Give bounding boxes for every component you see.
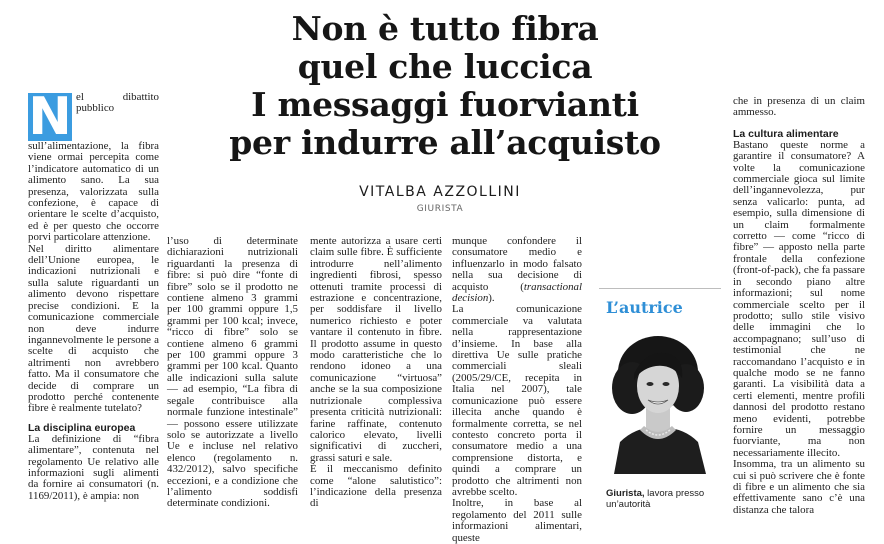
- article-headline: [180, 10, 710, 162]
- paragraph: La comunicazione commerciale va valutata nella rappresentazione d’insieme. In base alla direttiva Ue sulle pratiche commerciali sleali (2005/29/CE, recepita in Italia nel 2007), tale comunicazione può essere illecita anche quando è formalmente corretta, se nel contesto concreto porta il consumatore medio a una comprensione distorta, e quindi a comprare un prodotto che altrimenti non avrebbe scelto.: [452, 303, 582, 498]
- paragraph: Inoltre, in base al regolamento del 2011 sulle informazioni alimentari, queste: [452, 497, 582, 544]
- article-column-4: [452, 235, 582, 544]
- author-portrait-icon: [606, 330, 714, 474]
- article-column-6: [733, 95, 865, 516]
- sidebar-title: L’autrice: [606, 298, 683, 317]
- paragraph: La definizione di “fibra alimentare”, contenuta nel regolamento Ue relativo alle informazioni sugli alimenti da fornire ai consumatori (n. 1169/2011), è ampia: non: [28, 432, 159, 502]
- section-subhead: La disciplina europea: [28, 421, 136, 434]
- sidebar-top-rule: [599, 288, 721, 289]
- paragraph: [452, 236, 582, 304]
- paragraph: che in presenza di un claim ammesso.: [733, 95, 865, 119]
- portrait-caption: [606, 488, 724, 510]
- paragraph: l’uso di determinate dichiarazioni nutrizionali riguardanti la presenza di fibre: si può dire “fonte di fibre” solo se il prodotto ne contiene almeno 3 grammi per 100 grammi oppure 1,5 grammi per 100 kcal; invece, “ricco di fibre” solo se contiene almeno 6 grammi per 100 grammi oppure 3 grammi per 100 kcal. Quanto alle indicazioni sulla salute — ad esempio, “La fibra di segale contribuisce alla normale funzione intestinale” — possono essere utilizzate solo se autorizzate a livello Ue e incluse nel relativo elenco (regolamento n. 432/2012), salvo specifiche eccezioni, e a condizione che l’alimento soddisfi determinate condizioni.: [167, 235, 298, 510]
- caption-bold: Giurista,: [606, 488, 645, 499]
- article-column-2: [167, 235, 298, 510]
- article-column-1: [28, 87, 159, 506]
- section-subhead: La cultura alimentare: [733, 127, 839, 140]
- paragraph: mente autorizza a usare certi claim sulle fibre. È sufficiente introdurre nell’alimento ingredienti fibrosi, spesso ottenuti tramite processi di estrazione e concentrazione, per soddisfare il livello numerico richiesto e poter vantare il contenuto in fibre. Il prodotto assume in questo modo caratteristiche che lo rendono idoneo a una comunicazione “virtuosa” anche se la sua composizione nutrizionale complessiva presenta criticità nutrizionali: farine raffinate, contenuto calorico elevato, livelli significativi di zuccheri, grassi saturi e sale.: [310, 235, 442, 464]
- caption-text: lavora presso un’autorità: [606, 488, 705, 510]
- drop-cap: N: [28, 87, 72, 147]
- text-run: munque confondere il consumatore medio e influenzarlo in modo falsato nella sua decisione di acquisto (: [452, 235, 582, 293]
- headline-line-4: per indurre all’acquisto: [229, 123, 661, 162]
- headline-line-2: quel che luccica: [297, 47, 593, 86]
- article-column-3: [310, 235, 442, 510]
- intro-text: el dibattito pubblico sull’alimentazione, la fibra viene ormai percepita come l’indicatore automatico di un alimento sano. La sua presenza, valorizzata sulla confezione, è capace di orientare le scelte d’acquisto, ed è per questo che occorre porvi particolare attenzione.: [28, 91, 159, 244]
- portrait-drawing: [606, 330, 714, 474]
- headline-line-3: I messaggi fuorvianti: [251, 85, 639, 124]
- paragraph: Bastano queste norme a garantire il consumatore? A volte la comunicazione commerciale gioca sul limite dell’ingannevolezza, pur senza valicarlo: punta, ad esempio, sulla dimensione di un claim formalmente corretto — come “ricco di fibre” — apposto nella parte frontale della confezione (front-of-pack), che fa passare in secondo piano altre informazioni; sul nome commerciale scelto per il prodotto; sullo stile visivo delle immagini che lo accompagnano; sull’uso di testimonial che ne raccomandano l’acquisto e in qualche modo se ne fanno garanti. La visibilità data a certi elementi, mentre profili dannosi del prodotto restano meno evidenti, potrebbe fornire un messaggio fuorviante, ma non necessariamente illecito.: [733, 138, 865, 459]
- byline-role: GIURISTA: [416, 204, 464, 214]
- paragraph: Insomma, tra un alimento su cui si può scrivere che è fonte di fibre e un alimento che sia effettivamente sano c’è una distanza che talora: [733, 458, 865, 516]
- paragraph: È il meccanismo definito come “alone salutistico”: l’indicazione della presenza di: [310, 463, 442, 510]
- byline-name: VITALBA AZZOLLINI: [359, 184, 521, 200]
- italic-term: transactional decision: [452, 280, 582, 305]
- headline-line-1: Non è tutto fibra: [291, 9, 599, 48]
- text-run: ).: [488, 292, 495, 305]
- paragraph: Nel diritto alimentare dell’Unione europea, le indicazioni nutrizionali e sulla salute riguardanti un alimento devono rispettare precise condizioni. E la comunicazione commerciale non deve indurre ingannevolmente le persone a scelte di acquisto che altrimenti non avrebbero fatto. Ma il consumatore che decide di comprare un prodotto perché contenente fibre è realmente tutelato?: [28, 242, 159, 415]
- intro-paragraph: [28, 87, 159, 244]
